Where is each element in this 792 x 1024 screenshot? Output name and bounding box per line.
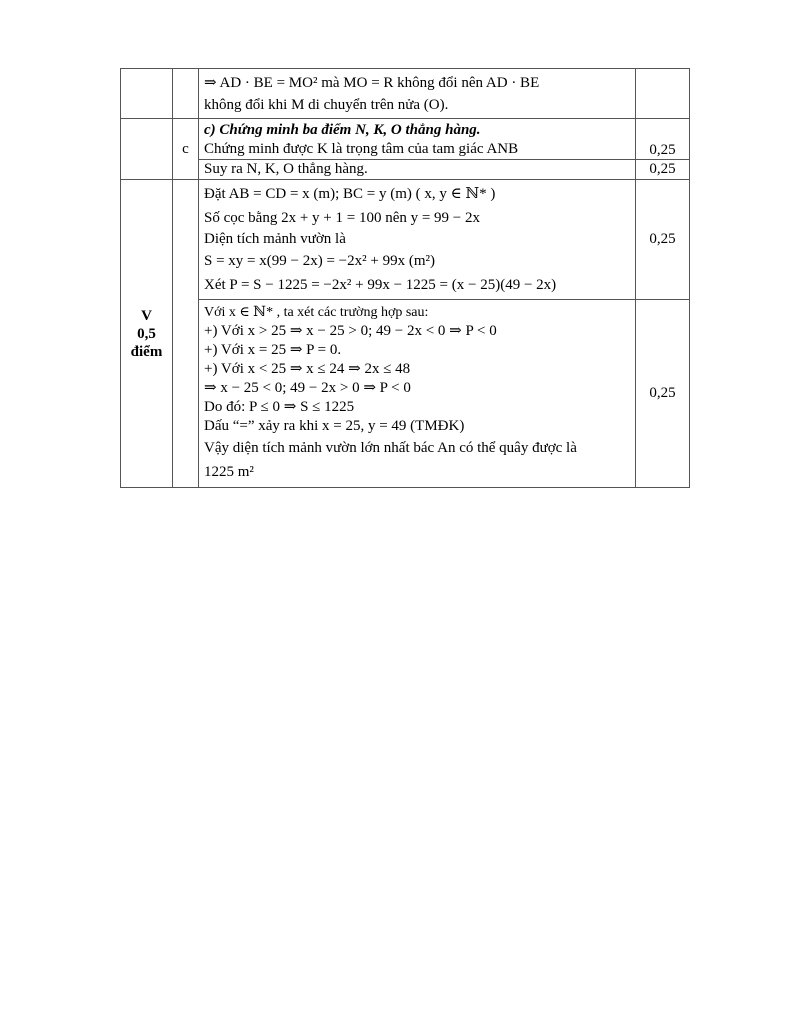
- table-row: [121, 119, 690, 160]
- part-label: V: [141, 307, 152, 324]
- proof-line: ⇒ AD · BE = MO² mà MO = R không đổi nên AD · BE: [204, 75, 540, 91]
- section-heading: c) Chứng minh ba điểm N, K, O thẳng hàng.: [204, 122, 481, 138]
- part-unit: điểm: [130, 343, 163, 360]
- score-value: 0,25: [636, 180, 690, 300]
- part-cell-empty: [121, 69, 173, 119]
- solution-line: Đặt AB = CD = x (m); BC = y (m) ( x, y ∈ ℕ* ): [204, 186, 496, 202]
- table-row: [121, 69, 690, 119]
- part-cell-empty: [121, 119, 173, 180]
- content-cell: [199, 69, 636, 119]
- score-value: 0,25: [636, 119, 690, 160]
- solution-line: Với x ∈ ℕ* , ta xét các trường hợp sau:: [204, 305, 429, 320]
- sub-question-label: c: [173, 119, 199, 180]
- solution-line: +) Với x < 25 ⇒ x ≤ 24 ⇒ 2x ≤ 48: [204, 361, 411, 377]
- table-row: [121, 160, 690, 180]
- solution-line: ⇒ x − 25 < 0; 49 − 2x > 0 ⇒ P < 0: [204, 380, 411, 396]
- proof-line: Suy ra N, K, O thẳng hàng.: [204, 161, 368, 177]
- solution-line: Dấu “=” xảy ra khi x = 25, y = 49 (TMĐK): [204, 418, 465, 434]
- solution-line: Số cọc bằng 2x + y + 1 = 100 nên y = 99 − 2x: [204, 210, 481, 226]
- part-label-cell: [121, 180, 173, 488]
- solution-line: +) Với x = 25 ⇒ P = 0.: [204, 342, 342, 358]
- score-value: 0,25: [636, 300, 690, 488]
- part-points: 0,5: [137, 325, 156, 342]
- content-cell: [199, 300, 636, 488]
- solution-line: Vậy diện tích mảnh vườn lớn nhất bác An có thể quây được là: [204, 440, 577, 456]
- solution-line: Do đó: P ≤ 0 ⇒ S ≤ 1225: [204, 399, 355, 415]
- sub-cell-empty: [173, 69, 199, 119]
- table-row: [121, 300, 690, 488]
- table-row: [121, 180, 690, 300]
- solution-line: Xét P = S − 1225 = −2x² + 99x − 1225 = (x − 25)(49 − 2x): [204, 277, 557, 293]
- proof-line: không đổi khi M di chuyển trên nửa (O).: [204, 97, 449, 113]
- sub-cell-empty: [173, 180, 199, 488]
- solution-line: 1225 m²: [204, 464, 254, 480]
- score-cell-empty: [636, 69, 690, 119]
- solution-line: Diện tích mảnh vườn là: [204, 231, 346, 247]
- proof-line: Chứng minh được K là trọng tâm của tam giác ANB: [204, 141, 519, 157]
- solution-line: S = xy = x(99 − 2x) = −2x² + 99x (m²): [204, 253, 435, 269]
- content-cell: [199, 119, 636, 160]
- content-cell: [199, 180, 636, 300]
- content-cell: [199, 160, 636, 180]
- score-value: 0,25: [636, 160, 690, 180]
- solution-line: +) Với x > 25 ⇒ x − 25 > 0; 49 − 2x < 0 ⇒ P < 0: [204, 323, 497, 339]
- answer-table: [120, 68, 690, 488]
